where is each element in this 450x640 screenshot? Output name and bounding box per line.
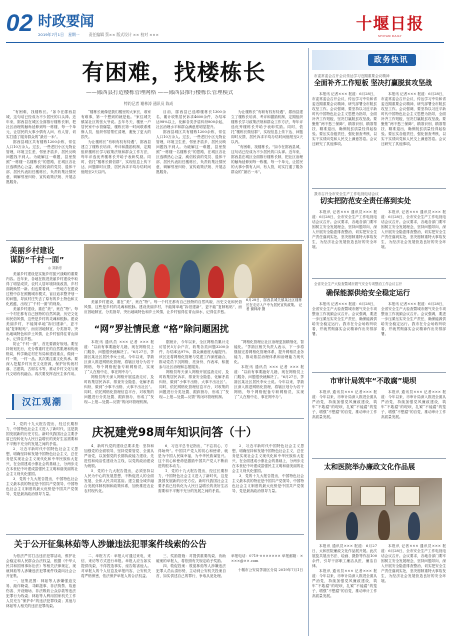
public-notice — [6, 536, 304, 636]
sidebar-paragraph: 本报讯 记者××× 通讯员××× 报道：6月28日，全市安全生产工作电视电话会议召开。会议要求，各地各部门要牢固树立安全发展理念，坚持问题导向，深入开展安全隐患排查整治，切实把安全生产责任落到实处，坚决遏制重特大事故发生，为经济社会发展营造良好的安全环境。 — [312, 210, 377, 249]
notice-paragraph: 为依法严厉打击违法犯罪活动，维护社会稳定和人民群众合法权益，根据《中华人民共和国刑事诉讼法》等相关法律规定，现就林茹等人涉嫌违法犯罪案件线索向社会公开征集。 — [6, 554, 76, 578]
feature-paragraph: 美丽乡村建设是实施乡村振兴战略的重要内容。近年来，各地在推进美丽乡村建设中取得了明显成效，农村人居环境持续改善，乡村面貌焕然一新。但也要看到，一些地方在建设过程中存在照搬城市模式、盲目追求整齐划一的问题，导致村庄失去了原有的乡土特色和文化底蕴，出现了“千村一面”的现象。 — [6, 272, 78, 306]
sidebar-paragraph: 本报讯 通讯员××× 记者××× 报道：今年以来，市审计局深入推进全面从严治党，持续加强党风廉政建设，筑牢“不敢腐”的堤坝，扎紧“不能腐”的笼子，增强“不想腐”的自觉，推动审计工作高质量发展。 — [312, 390, 377, 419]
quiz-paragraph: 4．新时代党的建设总要求是：坚持和加强党的全面领导，坚持党要管党、全面从严治党，以加强党的长期执政能力建设、先进性和纯洁性建设为主线，以党的政治建设为统领。 — [84, 444, 154, 468]
sidebar-header-label: 政务快讯 — [374, 55, 409, 64]
photo-frame — [394, 486, 420, 506]
date-text: 2019年7月1日 — [38, 32, 64, 37]
lead-col-3 — [156, 110, 226, 238]
page-number: 02 — [6, 10, 33, 37]
photo-figure — [180, 260, 200, 298]
quiz-paragraph: 3．党的十九大报告提出，中国特色社会主义最本质的特征是中国共产党领导，中国特色社会主义制度的最大优势是中国共产党领导，党是最高政治领导力量。 — [6, 477, 78, 496]
center-paragraph: 网格员每天深入网格开展巡查走访，及时收集居民诉求、排查安全隐患、化解矛盾纠纷，做到“小事不出格、大事不出社区”。同时，依托网格化管理信息平台，对收集的问题进行分类处置、跟踪督办，形成了“发现—上报—处置—反馈”的闭环管理机制。 — [84, 375, 154, 404]
sidebar-body — [312, 92, 377, 186]
center-paragraph: 本报讯 通讯员 ××× 记者 ××× 报道：“以前有事要跑好几趟，现在网格员上门服务，问题很快就解决了。”6月27日，茅箭区某社区居民李女士说。今年以来，茅箭区深入推进网格化管理，将辖区划分为若干网格，每个网格配备专职网格员，实现了“人在格中走、事在网中办”。 — [234, 365, 304, 399]
notice-col-1 — [6, 554, 76, 634]
notice-paragraph: 二、举报方式：举报人可通过来电、来信、来访等方式进行举报。举报人应当如实提供线索，不得捏造事实、诬告陷害他人。对举报人的个人信息及举报内容，公安机关将严格保密，依法保护举报人的合法权益。 — [81, 554, 151, 578]
photo-figure — [408, 512, 420, 540]
sidebar-body — [381, 210, 446, 276]
edition-date — [38, 32, 159, 37]
sidebar-paragraph: 本报讯 通讯员××× 记者××× 报道：今年以来，市审计局深入推进全面从严治党，持续加强党风廉政建设，筑牢“不敢腐”的堤坝，扎紧“不能腐”的笼子，增强“不想腐”的自觉，推动审计工作高质量发展。 — [312, 569, 377, 598]
lead-col-1 — [6, 110, 76, 238]
quiz-col-left — [6, 422, 78, 526]
quiz-col-3 — [232, 444, 304, 528]
sidebar-body — [381, 544, 446, 634]
photo-figure — [378, 510, 390, 540]
notice-paragraph: 四、敦促投案：敦促林茹等人涉嫌违法犯罪人员认清形势，主动到公安机关投案自首，如实供述自己的罪行，争取从宽处理。 — [156, 564, 226, 578]
section-title: 时政要闻 — [38, 14, 94, 30]
sidebar-body — [312, 210, 377, 276]
lead-paragraph: 郧西县城区共有楼栋1200余栋，常住人口10万余人。过去，一些老旧小区无物业管理，环境卫生差，邻里矛盾多，居民反映问题找不到人。为破解这一难题，县里按照“一栋楼一名楼栋长”的思路，在城区各社区选聘热心公益、威信较高的党员、退休干部、居民代表担任楼栋长，负责收集社情民意、调解邻里纠纷、宣传政策法规、开展志愿服务。 — [156, 130, 226, 174]
quiz-paragraph: 5．党的十九大报告提出，必须坚持以人民为中心的发展思想，不断促进人的全面发展、全体人民共同富裕。建立健全城乡融合发展体制机制和政策体系，加快推进农业农村现代化。 — [84, 469, 154, 493]
sidebar-kicker: 市委常委会召开会议传达学习近期重要会议精神 — [314, 74, 390, 78]
quiz-headline: 庆祝建党98周年知识问答（十） — [92, 425, 258, 439]
sidebar-body — [381, 302, 446, 370]
lead-paragraph: “楼栋长就像是我们楼里的大家长，谁家有难事，第一个想到的就是他。”家住城关镇某社区的张大爷说。去年冬天，楼里一户居民家中水管爆裂，楼栋长第一时间联系维修人员，组织邻居帮忙清理，避免了更大的损失。 — [81, 110, 151, 139]
sidebar-divider — [308, 48, 309, 636]
photo-figure — [154, 264, 170, 298]
sidebar-headline: 全面补齐工作短板 坚决打赢脱贫攻坚战 — [314, 79, 432, 87]
center-col-2 — [159, 340, 229, 414]
notice-col-4 — [231, 554, 303, 634]
lead-paragraph: 为让楼栋长“有职有权有待遇”，郧西县建立了楼栋长培训、考评和激励机制，定期组织楼栋长学习政策法规和群众工作方法，每年评选优秀楼栋长并给予表彰奖励。同时，依托“楼栋长微信群”，实现信息上传下达、问题即时反馈，居民诉求平均办结时间缩短至2天以内。 — [231, 110, 303, 144]
sidebar-divider-line — [312, 278, 446, 279]
lead-byline: 特约记者 谢林涛 通讯员 陈成 — [124, 101, 174, 106]
lead-paragraph: 为让楼栋长“有职有权有待遇”，郧西县建立了楼栋长培训、考评和激励机制，定期组织楼栋长学习政策法规和群众工作方法，每年评选优秀楼栋长并给予表彰奖励。同时，依托“楼栋长微信群”，实现信息上传下达、问题即时反馈，居民诉求平均办结时间缩短至2天以内。 — [81, 140, 151, 174]
sidebar-kicker: 全省安全生产大检查暨城市燃气安全专项整治工作会议召开 — [314, 282, 403, 286]
lead-subhead: ——郧西县打造楼栋管理网格 ——郧西县推行楼栋长管理模式 — [86, 90, 234, 96]
lead-story — [6, 48, 304, 240]
feature-paragraph: 美丽乡村建设，重在“美”，贵在“特”。每一个村庄都有自己独特的自然风貌、历史文化和民俗风情，这些是乡村的灵魂和根脉。建设美丽乡村，不能简单地“拆旧建新”，更不能“复制粘贴”，而应因地制宜、分类指导，突出地域特色和乡土风情，让乡村留得住青山绿水，记得住乡愁。 — [6, 307, 78, 341]
lead-paragraph: 郧西县城区共有楼栋1200余栋，常住人口10万余人。过去，一些老旧小区无物业管理，环境卫生差，邻里矛盾多，居民反映问题找不到人。为破解这一难题，县里按照“一栋楼一名楼栋长”的思路，在城区各社区选聘热心公益、威信较高的党员、退休干部、居民代表担任楼栋长，负责收集社情民意、调解邻里纠纷、宣传政策法规、开展志愿服务。 — [6, 140, 76, 184]
sidebar-headline: 确保能源供给安全稳定运行 — [326, 289, 410, 297]
sidebar-headline: 切实把防范安全责任落到实处 — [320, 197, 411, 205]
quiz-col-2 — [158, 444, 228, 528]
masthead — [0, 0, 450, 44]
center-headline: “网”罗社情民意 “格”除问题困扰 — [94, 325, 229, 335]
photo-frame — [360, 486, 386, 506]
sidebar-headline: 太和医院举办廉政文化作品展 — [324, 463, 415, 471]
sidebar-header — [312, 50, 446, 70]
sidebar-paragraph: 本报讯 通讯员××× 记者××× 报道：今年以来，市审计局深入推进全面从严治党，持续加强党风廉政建设，筑牢“不敢腐”的堤坝，扎紧“不能腐”的笼子，增强“不想腐”的自觉，推动审计工作高质量发展。 — [381, 390, 446, 419]
notice-signature: 十堰市公安局茅箭区分局 2019年7月1日 — [237, 568, 303, 572]
edition-info: 责任编辑 蔡×× 版式设计 ×× 校对 ××× — [88, 32, 159, 37]
sidebar-body — [312, 390, 377, 456]
divider-lead — [6, 240, 304, 241]
center-paragraph: 本报讯 通讯员 ××× 记者 ××× 报道：“以前有事要跑好几趟，现在网格员上门服务，问题很快就解决了。”6月27日，茅箭区某社区居民李女士说。今年以来，茅箭区深入推进网格化管理，将辖区划分为若干网格，每个网格配备专职网格员，实现了“人在格中走、事在网中办”。 — [84, 340, 154, 374]
photo-figure — [346, 512, 358, 540]
quiz-paragraph: 2．习近平新时代中国特色社会主义思想，明确坚持和发展中国特色社会主义，总任务是实现社会主义现代化和中华民族伟大复兴，在全面建成小康社会的基础上，分两步走在本世纪中叶建成富强民主文明和谐美丽的社会主义现代化强国。 — [232, 444, 304, 473]
center-col-3 — [234, 340, 304, 414]
photo-frame — [326, 486, 352, 506]
sidebar-body — [381, 92, 446, 186]
quiz-paragraph: 1．党的十九大报告提出，经过长期努力，中国特色社会主义进入了新时代，这是我国发展新的历史方位。新时代我国社会主要矛盾已经转化为人民日益增长的美好生活需要和不平衡不充分的发展之间的矛盾。 — [6, 422, 78, 446]
lead-col-2 — [81, 110, 151, 238]
sidebar-paragraph: 本报讯 记者××× 报道：6月28日，全省安全生产大检查暨城市燃气安全专项整治工作视频会议召开。会议强调，要进一步压紧压实安全生产责任，确保能源供给安全稳定运行。我市在分会场收听收看，并就贯彻落实会议精神作出安排部署。 — [312, 302, 377, 336]
notice-contact: 举报电话：0719-××××××× 举报邮箱：××××@××.com — [231, 554, 303, 563]
sidebar-paragraph: 本报讯 记者××× 通讯员××× 报道：6月28日，全市安全生产工作电视电话会议召开。会议要求，各地各部门要牢固树立安全发展理念，坚持问题导向，深入开展安全隐患排查整治，切实把安全生产责任落到实处，坚决遏制重特大事故发生，为经济社会发展营造良好的安全环境。 — [381, 210, 446, 249]
feature-headline: 美丽乡村建设 谋防“千村一面” — [10, 246, 65, 264]
newspaper-logo: 十堰日报 — [356, 14, 425, 33]
notice-paragraph: 一、征集范围：林茹等人涉嫌强迫交易、敲诈勒索、寻衅滋事、非法拘禁、故意伤害、开设赌场、非法吸收公众存款等违法犯罪行为线索；林茹等人利用国家机关工作人员充当“保护伞”的违法犯罪线索；其他与林茹等人相关的违法犯罪线索。 — [6, 579, 76, 608]
sidebar-paragraph: 本报讯 通讯员××× 报道：6月27日，太和医院廉政文化作品展开展。此次展览共展出书法、绘画、摄影等作品100余件，引导干部职工廉洁从医、廉洁自律。 — [312, 544, 377, 568]
sidebar-divider-line — [312, 372, 446, 373]
column-badge-label: 汉江观潮 — [22, 398, 63, 408]
sidebar-photo — [316, 478, 442, 540]
divider-quiz — [6, 418, 304, 419]
center-story — [84, 324, 304, 424]
sidebar-body — [381, 390, 446, 456]
quiz-story — [6, 420, 304, 532]
photo-figure — [104, 266, 120, 298]
photo-figure — [234, 264, 252, 298]
lead-photo-caption: 6月28日，郧西县城关镇某社区楼栋长在走访入户中为居民宣传政策。 记者 谢林涛 摄 — [246, 298, 302, 312]
lead-paragraph: “有困难，找楼栋长。”如今在郧西县城，这句话已经成为不少居民的口头禅。近年来，郧西县在城区全面推行楼栋长制，把社区治理的触角延伸到每一栋楼、每一个单元，让居民的大事小情有人问、有人管，切实打通了服务群众的“最后一米”。 — [6, 110, 76, 139]
sidebar-paragraph: 本报讯 记者××× 通讯员××× 报道：6月28日，全市安全生产工作电视电话会议召开。会议要求，各地各部门要牢固树立安全发展理念，坚持问题导向，深入开展安全隐患排查整治，切实把安全生产责任落到实处，坚决遏制重特大事故发生，为经济社会发展营造良好的安全环境。 — [381, 544, 446, 583]
sidebar-paragraph: 本报讯 记者××× 报道：6月28日，市委常委会召开会议，传达学习中央和省委近期重要会议精神，研究部署全市脱贫攻坚工作。会议强调，要坚持以习近平新时代中国特色社会主义思想为指导，全面补齐工作短板，坚决打赢脱贫攻坚战。要聚焦“两不愁三保障”，精准识别、精准帮扶、精准退出，确保脱贫质量经得起检验。要压实各级责任，强化督查考核，以实干实绩向党和人民交上满意答卷。会议还研究了其他事项。 — [381, 92, 446, 146]
sidebar-paragraph: 本报讯 记者××× 报道：6月28日，全省安全生产大检查暨城市燃气安全专项整治工作视频会议召开。会议强调，要进一步压紧压实安全生产责任，确保能源供给安全稳定运行。我市在分会场收听收看，并就贯彻落实会议精神作出安排部署。 — [381, 302, 446, 336]
photo-figure — [128, 262, 146, 298]
center-paragraph: “网格化管理让社区治理更加精细化、智能化。”茅箭区相关负责人表示，下一步将继续完善网格化管理体系，提升网格员业务能力，推动基层治理体系和治理能力现代化。 — [234, 340, 304, 364]
newspaper-logo-sub: SHIYAN DAILY — [378, 34, 402, 38]
lead-col-4 — [231, 110, 303, 238]
lead-paragraph: “有困难，找楼栋长。”如今在郧西县城，这句话已经成为不少居民的口头禅。近年来，郧西县在城区全面推行楼栋长制，把社区治理的触角延伸到每一栋楼、每一个单元，让居民的大事小情有人问、有人管，切实打通了服务群众的“最后一米”。 — [231, 145, 303, 174]
divider-notice — [6, 534, 304, 535]
photo-figure — [208, 266, 224, 298]
sidebar-paragraph: 本报讯 记者××× 报道：6月28日，市委常委会召开会议，传达学习中央和省委近期重要会议精神，研究部署全市脱贫攻坚工作。会议强调，要坚持以习近平新时代中国特色社会主义思想为指导，全面补齐工作短板，坚决打赢脱贫攻坚战。要聚焦“两不愁三保障”，精准识别、精准帮扶、精准退出，确保脱贫质量经得起检验。要压实各级责任，强化督查考核，以实干实绩向党和人民交上满意答卷。会议还研究了其他事项。 — [312, 92, 377, 146]
center-paragraph: 据统计，今年以来，全区网格员累计走访居民5万余户次，收集各类问题3200余件，办结率达97%，群众满意度大幅提升。该区还将网格化管理与党建工作深度融合，推动党员下沉网格，亮身份、作表率，积极参与社区治理和志愿服务。 — [159, 340, 229, 369]
lead-paragraph: 目前，郧西县已选聘楼栋长1300余名，累计收集居民诉求4600余件，办结率达98%以上，化解各类矛盾纠纷800余起，社区治理水平和群众满意度明显提升。 — [156, 110, 226, 129]
quiz-paragraph: 2．习近平新时代中国特色社会主义思想，明确坚持和发展中国特色社会主义，总任务是实现社会主义现代化和中华民族伟大复兴，在全面建成小康社会的基础上，分两步走在本世纪中叶建成富强民主文明和谐美丽的社会主义现代化强国。 — [6, 447, 78, 476]
quiz-paragraph: 1．党的十九大报告提出，经过长期努力，中国特色社会主义进入了新时代，这是我国发展新的历史方位。新时代我国社会主要矛盾已经转化为人民日益增长的美好生活需要和不平衡不充分的发展之间的矛盾。 — [158, 469, 228, 493]
sidebar-headline: 市审计局筑牢“不敢腐”堤坝 — [330, 377, 417, 385]
feature-paragraph: 美丽乡村建设，重在“美”，贵在“特”。每一个村庄都有自己独特的自然风貌、历史文化和民俗风情，这些是乡村的灵魂和根脉。建设美丽乡村，不能简单地“拆旧建新”，更不能“复制粘贴”，而应因地制宜、分类指导，突出地域特色和乡土风情，让乡村留得住青山绿水，记得住乡愁。 — [84, 300, 242, 314]
sidebar-body — [312, 544, 377, 634]
notice-headline: 关于公开征集林茹等人涉嫌违法犯罪案件线索的公告 — [14, 539, 207, 549]
lead-photo — [84, 244, 302, 298]
feature-paragraph: 防止“千村一面”，首先要做好规划。要坚持规划先行，充分尊重村庄的自然肌理和传统格局，科学确定村庄布局和建设重点，做到一村一策、一村一品。其次要注重文化传承。要深入挖掘乡村历史文化资源，保护好传统村落、古建筑、古树名木等，推动乡村文化与现代文明有机融合。再次要发挥农民主体作用。 — [6, 342, 78, 376]
quiz-col-1 — [84, 444, 154, 528]
center-paragraph: 网格员每天深入网格开展巡查走访，及时收集居民诉求、排查安全隐患、化解矛盾纠纷，做到“小事不出格、大事不出社区”。同时，依托网格化管理信息平台，对收集的问题进行分类处置、跟踪督办，形成了“发现—上报—处置—反馈”的闭环管理机制。 — [159, 370, 229, 399]
notice-col-2 — [81, 554, 151, 634]
column-badge — [12, 394, 72, 410]
weekday-text: 星期一 — [68, 32, 80, 37]
center-col-1 — [84, 340, 154, 414]
sidebar-divider-line — [312, 458, 446, 459]
notice-col-3 — [156, 554, 226, 634]
lead-headline: 有困难，找楼栋长 — [82, 61, 267, 86]
notice-paragraph: 三、奖励措施：对提供重要线索、协助破案的举报人，将依照有关规定给予奖励。 — [156, 554, 226, 563]
feature-body — [6, 272, 78, 390]
sidebar-divider-line — [312, 188, 446, 189]
sidebar-body — [312, 302, 377, 370]
masthead-rule — [6, 42, 444, 43]
sidebar-kicker: 我市召开全市安全生产工作电视电话会议 — [314, 192, 379, 196]
quiz-paragraph: 3．党的十九大报告提出，中国特色社会主义最本质的特征是中国共产党领导，中国特色社会主义制度的最大优势是中国共产党领导，党是最高政治领导力量。 — [232, 474, 304, 493]
feature-byline: ◎ 刘新东 — [48, 266, 63, 270]
quiz-paragraph: 6．习近平总书记指出，“不忘初心，方得始终”。中国共产党人的初心和使命，就是为中国人民谋幸福，为中华民族谋复兴。这个初心和使命是激励中国共产党人不断前进的根本动力。 — [158, 444, 228, 468]
feature-commentary — [6, 244, 78, 414]
feature-continued — [84, 300, 242, 320]
sidebar — [312, 48, 446, 636]
